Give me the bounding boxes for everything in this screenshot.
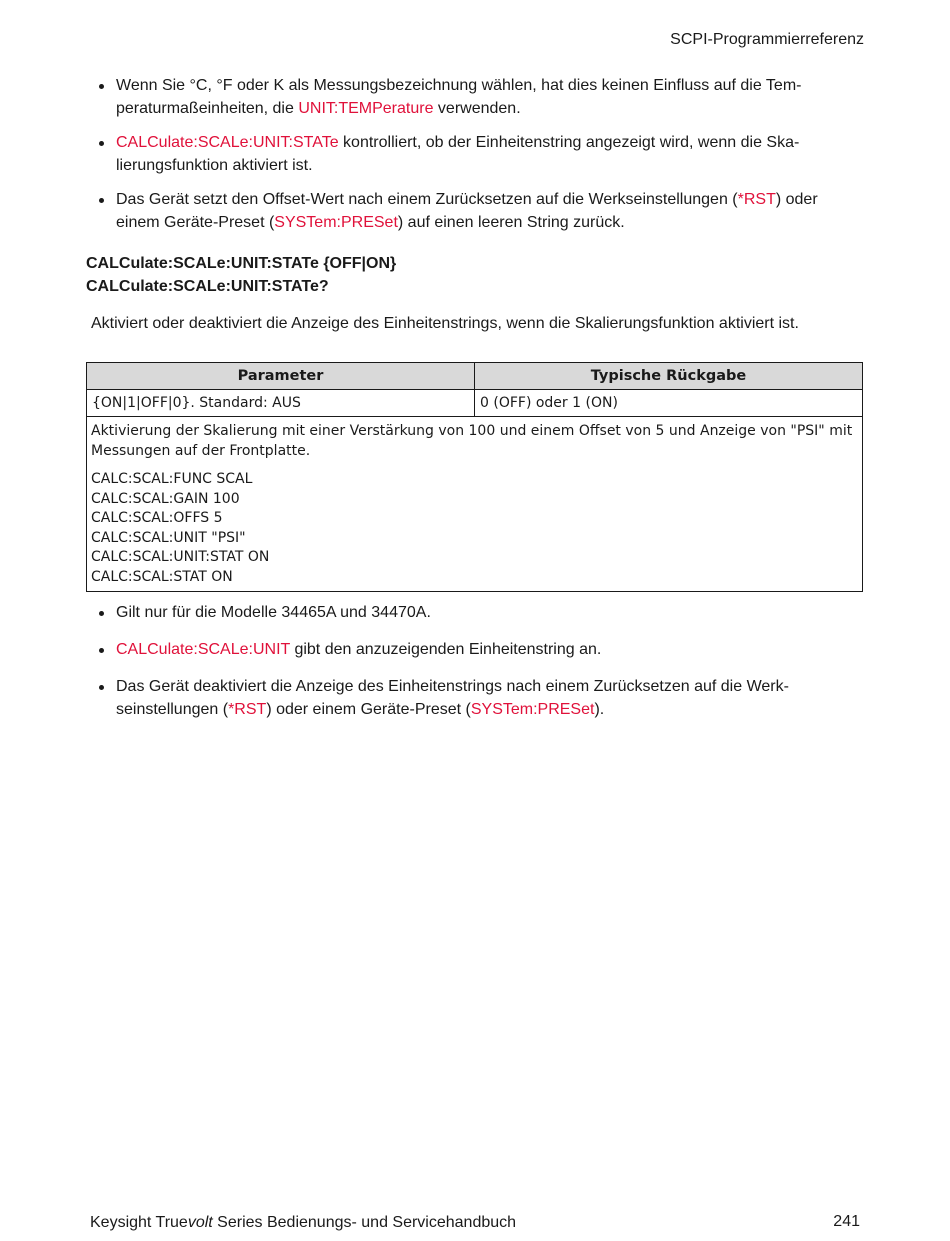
bullet-text: gibt den anzuzeigenden Einheitenstring an. (290, 641, 602, 658)
code-line: CALC:SCAL:UNIT "PSI" (91, 529, 246, 546)
bullet-text: einem Geräte-Preset ( (116, 214, 275, 231)
syntax-set: CALCulate:SCALe:UNIT:STATe {OFF|ON} (86, 255, 397, 272)
table-row (87, 390, 863, 417)
command-description: Aktiviert oder deaktiviert die Anzeige des Einheitenstrings, wenn die Skalierungsfunktion aktiviert ist. (91, 315, 799, 332)
code-line: CALC:SCAL:UNIT:STAT ON (91, 549, 270, 565)
list-item (86, 638, 862, 661)
bullet-text: Das Gerät deaktiviert die Anzeige des Einheitenstrings nach einem Zurücksetzen auf die Werk- (116, 678, 789, 695)
parameter-table (86, 362, 863, 592)
command-link[interactable]: *RST (228, 701, 267, 718)
syntax-query: CALCulate:SCALe:UNIT:STATe? (86, 278, 329, 295)
bullet-text: lierungsfunktion aktiviert ist. (116, 157, 313, 174)
bullet-list-top (86, 74, 862, 234)
bullet-text: kontrolliert, ob der Einheitenstring angezeigt wird, wenn die Ska- (338, 134, 800, 151)
footer-italic: volt (187, 1214, 213, 1231)
table-cell: {ON|1|OFF|0}. Standard: AUS (87, 390, 475, 417)
page-number: 241 (833, 1213, 860, 1230)
command-link[interactable]: *RST (737, 191, 776, 208)
code-line: CALC:SCAL:GAIN 100 (91, 490, 240, 507)
footer-title (90, 1214, 516, 1232)
table-row (87, 417, 863, 592)
bullet-text: peraturmaßeinheiten, die (116, 100, 299, 117)
example-cell (87, 417, 863, 592)
running-header: SCPI-Programmierreferenz (670, 31, 864, 48)
table-header: Parameter (87, 363, 475, 390)
footer-suffix: Series Bedienungs- und Servicehandbuch (212, 1214, 517, 1231)
bullet-list-bottom (86, 601, 862, 721)
command-link[interactable]: UNIT:TEMPerature (298, 100, 434, 117)
command-link[interactable]: CALCulate:SCALe:UNIT:STATe (116, 134, 339, 151)
list-item (86, 675, 862, 721)
table-cell: 0 (OFF) oder 1 (ON) (475, 390, 863, 417)
code-line: CALC:SCAL:STAT ON (91, 568, 233, 585)
bullet-text: ) oder einem Geräte-Preset ( (266, 701, 471, 718)
bullet-text: ) oder (775, 191, 818, 208)
bullet-text: ). (594, 701, 605, 718)
list-item (86, 74, 862, 120)
example-description: Aktivierung der Skalierung mit einer Verstärkung von 100 und einem Offset von 5 und Anzeige von "PSI" mit Messungen auf der Frontplatte. (91, 423, 853, 459)
command-link[interactable]: CALCulate:SCALe:UNIT (116, 641, 290, 658)
code-line: CALC:SCAL:FUNC SCAL (91, 471, 253, 487)
table-header: Typische Rückgabe (475, 363, 863, 390)
list-item (86, 601, 862, 624)
bullet-text: Wenn Sie °C, °F oder K als Messungsbezeichnung wählen, hat dies keinen Einfluss auf die Tem- (116, 77, 802, 94)
list-item (86, 131, 862, 177)
command-link[interactable]: SYSTem:PRESet (470, 701, 595, 718)
bullet-text: ) auf einen leeren String zurück. (397, 214, 625, 231)
command-syntax (86, 252, 396, 298)
bullet-text: Das Gerät setzt den Offset-Wert nach einem Zurücksetzen auf die Werkseinstellungen ( (116, 191, 738, 208)
code-line: CALC:SCAL:OFFS 5 (91, 510, 223, 526)
command-link[interactable]: SYSTem:PRESet (274, 214, 398, 231)
footer-prefix: Keysight True (90, 1214, 188, 1231)
bullet-text: verwenden. (433, 100, 521, 117)
list-item (86, 188, 862, 234)
bullet-text: seinstellungen ( (116, 701, 229, 718)
bullet-text: Gilt nur für die Modelle 34465A und 34470A. (116, 604, 431, 621)
